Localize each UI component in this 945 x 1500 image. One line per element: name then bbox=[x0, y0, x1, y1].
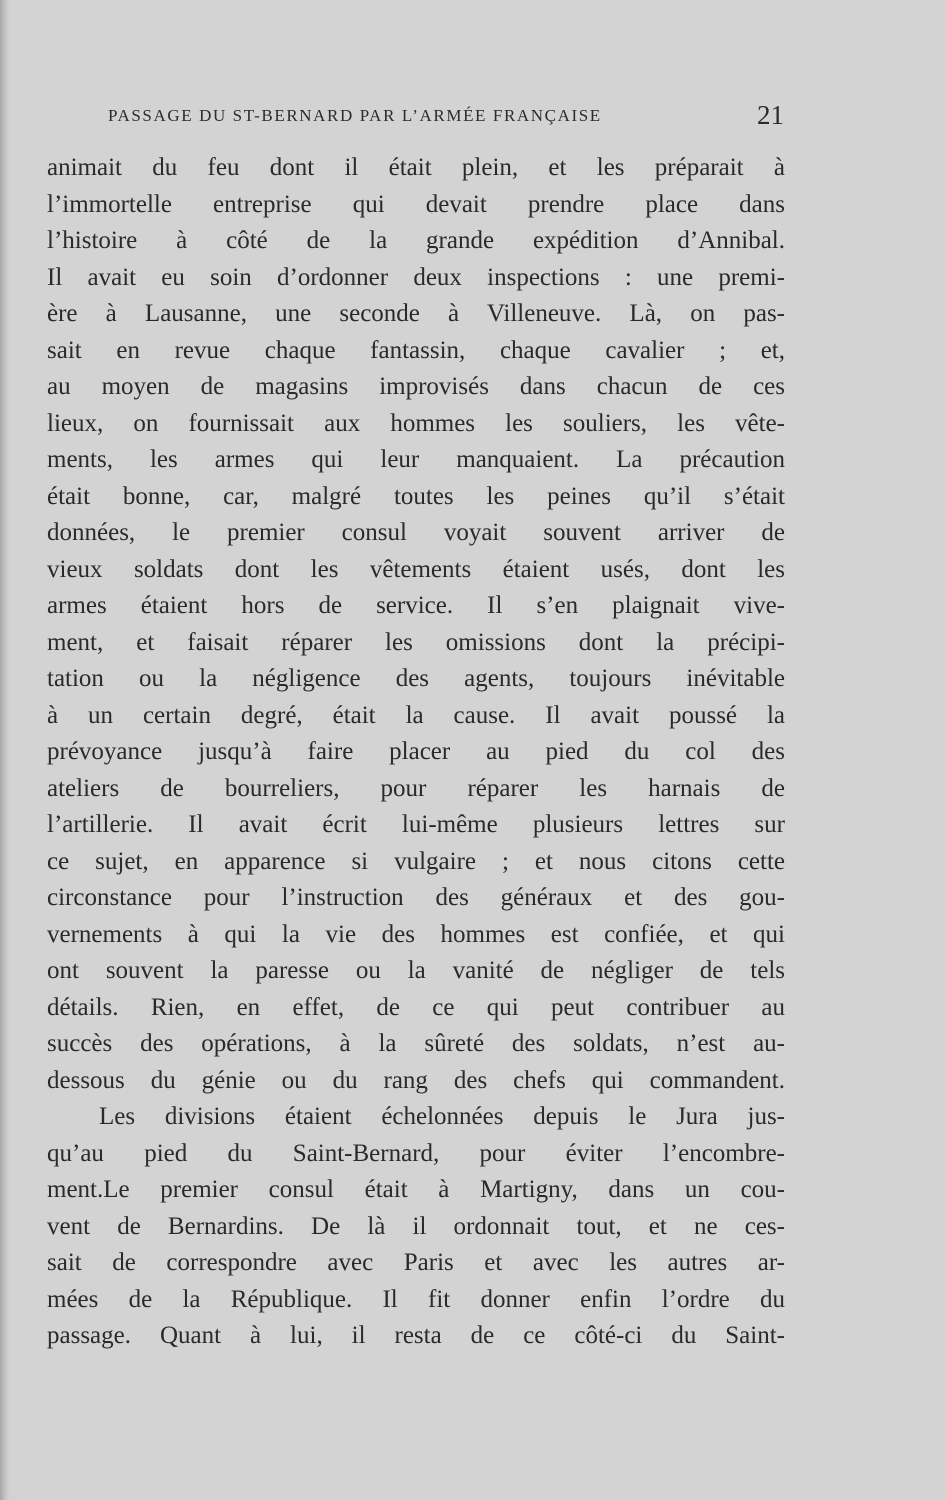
text-line: au moyen de magasins improvisés dans chacun de ces bbox=[47, 373, 785, 400]
text-line: armes étaient hors de service. Il s’en plaignait vive- bbox=[47, 592, 785, 619]
text-line: ment.Le premier consul était à Martigny, dans un cou- bbox=[47, 1176, 785, 1203]
text-line: ce sujet, en apparence si vulgaire ; et nous citons cette bbox=[47, 847, 785, 875]
text-line: vieux soldats dont les vêtements étaient usés, dont les bbox=[47, 555, 785, 583]
text-line: animait du feu dont il était plein, et les préparait à bbox=[47, 154, 785, 181]
page-header bbox=[108, 100, 784, 132]
text-line: détails. Rien, en effet, de ce qui peut contribuer au bbox=[47, 993, 785, 1021]
text-line: vernements à qui la vie des hommes est confiée, et qui bbox=[47, 920, 785, 948]
text-line: ère à Lausanne, une seconde à Villeneuve. Là, on pas- bbox=[47, 300, 785, 327]
text-line: mées de la République. Il fit donner enfin l’ordre du bbox=[47, 1285, 785, 1313]
text-line: données, le premier consul voyait souvent arriver de bbox=[47, 519, 785, 546]
text-line: l’immortelle entreprise qui devait prendre place dans bbox=[47, 190, 785, 218]
page-number: 21 bbox=[757, 100, 784, 130]
text-line: sait de correspondre avec Paris et avec les autres ar- bbox=[47, 1249, 785, 1276]
running-title: PASSAGE DU ST-BERNARD PAR L’ARMÉE FRANÇAISE bbox=[108, 106, 602, 125]
text-line: ateliers de bourreliers, pour réparer les harnais de bbox=[47, 774, 785, 802]
text-line: tation ou la négligence des agents, toujours inévitable bbox=[47, 665, 785, 692]
text-line: ment, et faisait réparer les omissions dont la précipi- bbox=[47, 628, 785, 656]
text-line: lieux, on fournissait aux hommes les souliers, les vête- bbox=[47, 409, 785, 437]
text-line: à un certain degré, était la cause. Il avait poussé la bbox=[47, 701, 785, 729]
text-line: ments, les armes qui leur manquaient. La précaution bbox=[47, 446, 785, 473]
text-line: était bonne, car, malgré toutes les peines qu’il s’était bbox=[47, 482, 785, 510]
text-line: vent de Bernardins. De là il ordonnait tout, et ne ces- bbox=[47, 1212, 785, 1240]
text-line: circonstance pour l’instruction des généraux et des gou- bbox=[47, 884, 785, 911]
text-line: l’artillerie. Il avait écrit lui-même plusieurs lettres sur bbox=[47, 811, 785, 838]
text-line: succès des opérations, à la sûreté des soldats, n’est au- bbox=[47, 1030, 785, 1057]
paragraph-first-line: Les divisions étaient échelonnées depuis le Jura jus- bbox=[99, 1103, 785, 1130]
text-line: l’histoire à côté de la grande expédition d’Annibal. bbox=[47, 227, 785, 254]
page-binding-edge bbox=[0, 0, 10, 1500]
text-line: dessous du génie ou du rang des chefs qui commandent. bbox=[47, 1066, 785, 1094]
text-line: Il avait eu soin d’ordonner deux inspections : une premi- bbox=[47, 263, 785, 291]
text-line: qu’au pied du Saint-Bernard, pour éviter l’encombre- bbox=[47, 1139, 785, 1167]
body-text bbox=[47, 150, 785, 1355]
text-line: ont souvent la paresse ou la vanité de négliger de tels bbox=[47, 957, 785, 984]
text-line: prévoyance jusqu’à faire placer au pied du col des bbox=[47, 738, 785, 765]
text-line: sait en revue chaque fantassin, chaque cavalier ; et, bbox=[47, 336, 785, 364]
text-line: passage. Quant à lui, il resta de ce côté-ci du Saint- bbox=[47, 1322, 785, 1349]
